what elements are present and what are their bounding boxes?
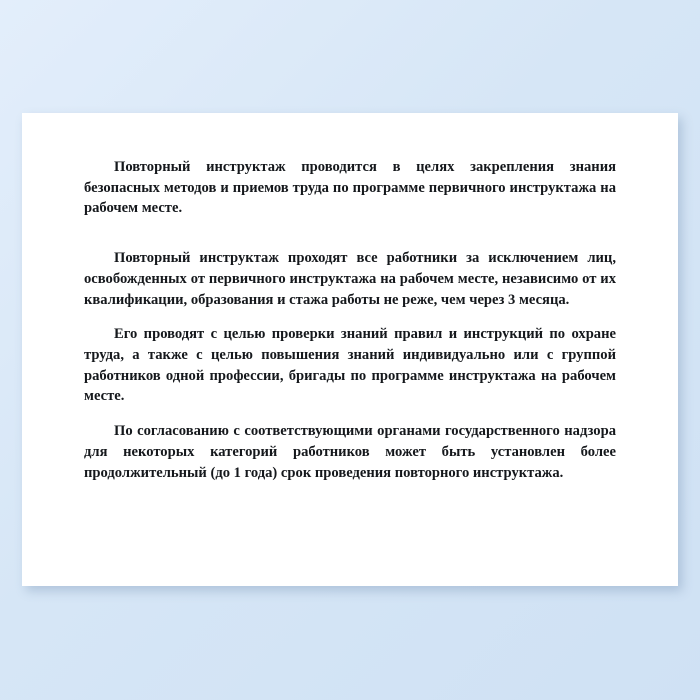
paragraph-1: Повторный инструктаж проводится в целях закрепления знания безопасных методов и приемов труда по программе первичного инструктажа на рабочем месте. [84,159,616,217]
slide-page [22,113,678,586]
paragraph-4: По согласованию с соответствующими органами государственного надзора для некоторых категорий работников может быть установлен более продолжительный (до 1 года) срок проведения повторного инструктажа. [84,423,616,481]
paragraph-2: Повторный инструктаж проходят все работники за исключением лиц, освобожденных от первичного инструктажа на рабочем месте, независимо от их квалификации, образования и стажа работы не реже, чем через 3 месяца. [84,250,616,308]
paragraph-3: Его проводят с целью проверки знаний правил и инструкций по охране труда, а также с целью повышения знаний индивидуально или с группой работников одной профессии, бригады по программе инструктажа на рабочем месте. [84,326,616,405]
slide-content [22,113,678,483]
